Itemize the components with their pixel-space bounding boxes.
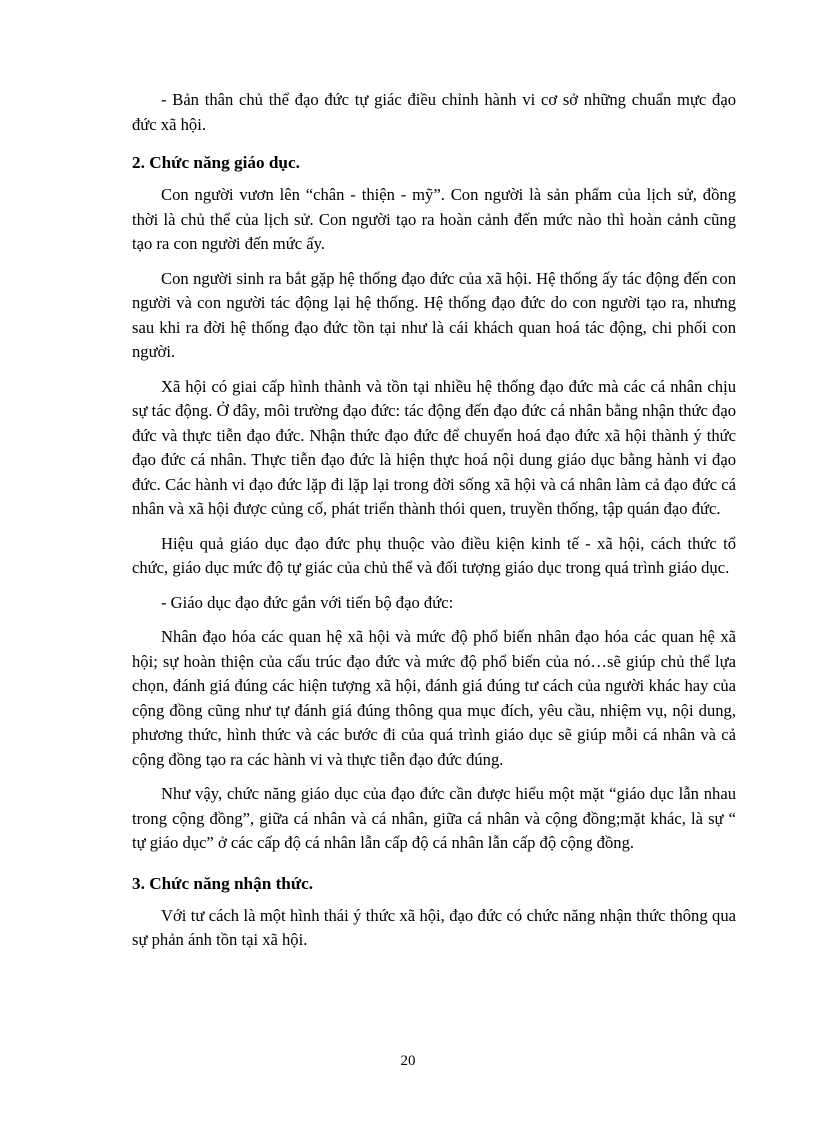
section-2-paragraph-6: Nhân đạo hóa các quan hệ xã hội và mức độ phổ biến nhân đạo hóa các quan hệ xã hội; sự hoàn thiện của cấu trúc đạo đức và mức độ phổ biến của nó…sẽ giúp chủ thể lựa chọn, đánh giá đúng các hiện tượng xã hội, đánh giá đúng tư cách của người khác hay của cộng đồng cũng như tự đánh giá đúng thông qua mục đích, yêu cầu, nhiệm vụ, nội dung, phương thức, hình thức và các bước đi của quá trình giáo dục sẽ giúp mỗi cá nhân và cả cộng đồng tạo ra các hành vi và thực tiễn đạo đức đúng. xyxy=(132,627,736,769)
section-2-paragraph-5: - Giáo dục đạo đức gắn với tiến bộ đạo đức: xyxy=(161,592,454,612)
section-2-paragraph-2: Con người sinh ra bắt gặp hệ thống đạo đức của xã hội. Hệ thống ấy tác động đến con người và con người tác động lại hệ thống. Hệ thống đạo đức do con người tạo ra, nhưng sau khi ra đời hệ thống đạo đức tồn tại như là cái khách quan hoá tác động, chi phối con người. xyxy=(132,268,736,361)
section-2-paragraph-7: Như vậy, chức năng giáo dục của đạo đức cần được hiểu một mặt “giáo dục lẫn nhau trong cộng đồng”, giữa cá nhân và cá nhân, giữa cá nhân và cộng đồng;mặt khác, là sự “ tự giáo dục” ở các cấp độ cá nhân lẫn cấp độ cá nhân lẫn cấp độ cộng đồng. xyxy=(132,784,736,852)
page-number: 20 xyxy=(400,1053,416,1069)
section-2-paragraph-3: Xã hội có giai cấp hình thành và tồn tại nhiều hệ thống đạo đức mà các cá nhân chịu sự tác động. Ở đây, môi trường đạo đức: tác động đến đạo đức cá nhân bằng nhận thức đạo đức và thực tiễn đạo đức. Nhận thức đạo đức để chuyển hoá đạo đức xã hội thành ý thức đạo đức cá nhân. Thực tiễn đạo đức là hiện thực hoá nội dung giáo dục bằng hành vi đạo đức. Các hành vi đạo đức lặp đi lặp lại trong đời sống xã hội và cá nhân làm cả đạo đức cá nhân và xã hội được củng cố, phát triển thành thói quen, truyền thống, tập quán đạo đức. xyxy=(132,376,736,518)
section-2-paragraph-1: Con người vươn lên “chân - thiện - mỹ”. Con người là sản phẩm của lịch sử, đồng thời là chủ thể của lịch sử. Con người tạo ra hoàn cảnh đến mức nào thì hoàn cảnh cũng tạo ra con người đến mức ấy. xyxy=(132,185,736,253)
paragraph-intro: - Bản thân chủ thể đạo đức tự giác điều chỉnh hành vi cơ sở những chuẩn mực đạo đức xã hội. xyxy=(132,90,736,134)
section-3-heading: 3. Chức năng nhận thức. xyxy=(132,873,314,893)
section-2-paragraph-4: Hiệu quả giáo dục đạo đức phụ thuộc vào điều kiện kinh tế - xã hội, cách thức tổ chức, giáo dục mức độ tự giác của chủ thể và đối tượng giáo dục trong quá trình giáo dục. xyxy=(132,533,736,577)
document-page xyxy=(132,88,736,963)
section-2-heading: 2. Chức năng giáo dục. xyxy=(132,153,300,172)
section-3-paragraph-1: Với tư cách là một hình thái ý thức xã hội, đạo đức có chức năng nhận thức thông qua sự phản ánh tồn tại xã hội. xyxy=(132,905,736,949)
